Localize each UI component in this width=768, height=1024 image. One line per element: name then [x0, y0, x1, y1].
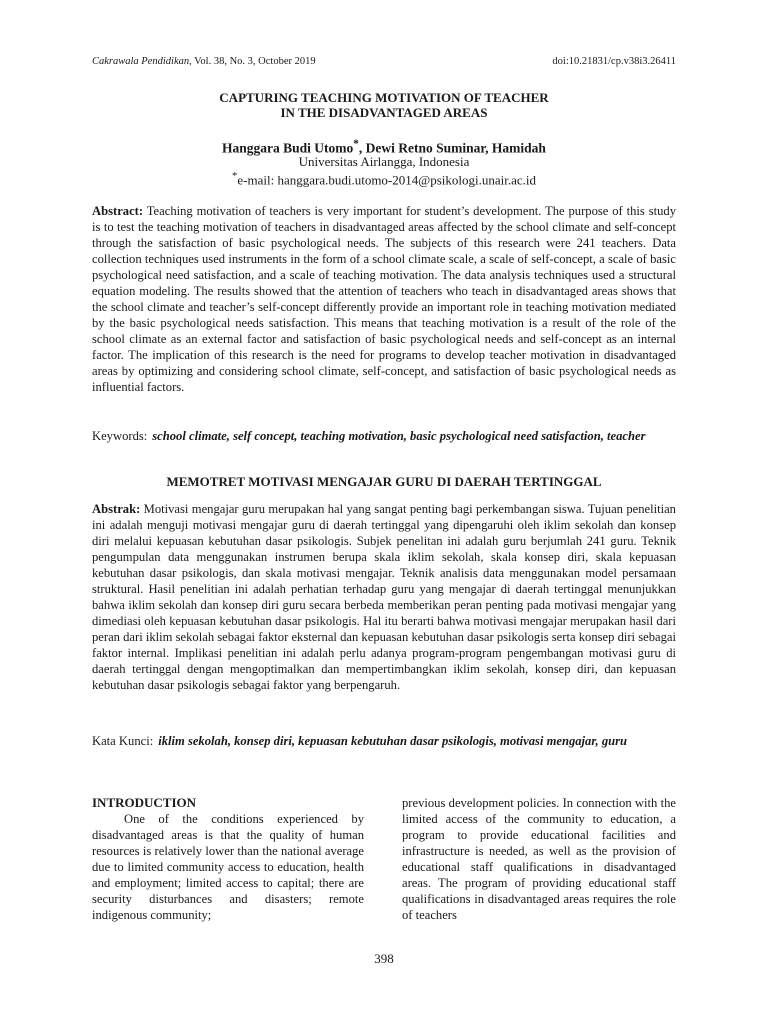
abstrak-text: Motivasi mengajar guru merupakan hal yang sangat penting bagi perkembangan siswa. Tujuan penelitian ini adalah menguji motivasi mengajar guru di daerah tertinggal yang dipengaruhi oleh iklim sekolah dan konsep diri melalui kepuasan kebutuhan dasar psikologis. Subjek penelitan ini adalah guru berjumlah 241 guru. Teknik pengumpulan data menggunakan instrumen berupa skala iklim sekolah, skala konsep diri, skala kepuasan kebutuhan dasar psikologis, dan skala motivasi mengajar. Teknik analisis data menggunakan model persamaan struktural. Hasil penelitian ini adalah perhatian terhadap guru yang mengajar di daerah tertinggal menunjukkan bahwa iklim sekolah dan konsep diri guru secara berbeda memberikan peran penting pada motivasi mengajar yang dimediasi oleh kepuasan kebutuhan dasar psikologis. Hal itu berarti bahwa motivasi mengajar merupakan hasil dari peran dari iklim sekolah sebagai faktor eksternal dan kepuasan kebutuhan dasar psikologis serta konsep diri sebagai faktor internal. Implikasi penelitian ini adalah perlu adanya program-program pengembangan motivasi guru di daerah tertinggal dengan mengoptimalkan dan mempertimbangkan iklim sekolah, konsep diri, dan kepuasan kebutuhan dasar psikologis sebagai faktor yang berpengaruh.: [92, 502, 676, 692]
paper-title-line-1: CAPTURING TEACHING MOTIVATION OF TEACHER: [219, 90, 549, 105]
abstrak-label: Abstrak:: [92, 502, 141, 516]
introduction-paragraph-right: previous development policies. In connection with the limited access of the community to education, a program to provide educational facilities and infrastructure is needed, as well as the provision of educational staff qualifications in disadvantaged areas. The program of providing educational staff qualifications in disadvantaged areas requires the role of teachers: [402, 796, 676, 922]
first-author: Hanggara Budi Utomo: [222, 140, 354, 156]
corresponding-marker: *: [353, 138, 359, 150]
page-number: 398: [374, 951, 394, 966]
other-authors: , Dewi Retno Suminar, Hamidah: [358, 140, 546, 156]
keywords-label: Keywords:: [92, 429, 148, 443]
email-line: [92, 170, 676, 188]
author-email[interactable]: e-mail: hanggara.budi.utomo-2014@psikologi.unair.ac.id: [237, 172, 537, 188]
paper-page: [92, 0, 676, 1024]
abstract: [92, 203, 676, 395]
abstract-label: Abstract:: [92, 204, 144, 218]
email-marker: *: [231, 170, 238, 182]
kata-kunci-text: iklim sekolah, konsep diri, kepuasan kebutuhan dasar psikologis, motivasi mengajar, guru: [158, 734, 628, 748]
keywords-text: school climate, self concept, teaching motivation, basic psychological need satisfaction, teacher: [152, 429, 646, 443]
affiliation: Universitas Airlangga, Indonesia: [298, 154, 470, 169]
running-head: [92, 56, 676, 67]
kata-kunci: [92, 733, 676, 749]
journal-citation: [92, 56, 316, 67]
doi-link[interactable]: doi:10.21831/cp.v38i3.26411: [552, 56, 676, 67]
abstrak: [92, 501, 676, 693]
keywords: [92, 428, 676, 444]
journal-volume: , Vol. 38, No. 3, October 2019: [189, 56, 316, 67]
introduction-heading: INTRODUCTION: [92, 795, 197, 810]
kata-kunci-label: Kata Kunci:: [92, 734, 154, 748]
journal-name: Cakrawala Pendidikan: [92, 56, 190, 67]
abstract-text: Teaching motivation of teachers is very important for student’s development. The purpose of this study is to test the teaching motivation of teachers in disadvantaged areas affected by the school climate and self-concept through the satisfaction of basic psychological needs. The subjects of this research were 241 teachers. Data collection techniques used instruments in the form of a school climate scale, a scale of self-concept, a scale of basic psychological need satisfaction, and a scale of teaching motivation. The data analysis techniques used a structural equation modeling. The results showed that the attention of teachers who teach in disadvantaged areas shows that the school climate and teacher’s self-concept differently provide an important role in teaching motivation mediated by the basic psychological needs satisfaction. This means that teaching motivation is a result of the role of the school climate as an external factor and satisfaction of basic psychological needs and self-concept as an internal factor. The implication of this research is the need for programs to develop teacher motivation in disadvantaged areas by optimizing and considering school climate, self-concept, and satisfaction of basic psychological needs as influential factors.: [92, 204, 677, 394]
indonesian-title: MEMOTRET MOTIVASI MENGAJAR GURU DI DAERAH TERTINGGAL: [166, 474, 602, 489]
introduction-left-column: [92, 795, 364, 923]
introduction-right-column: [402, 795, 676, 923]
introduction-paragraph-left: One of the conditions experienced by disadvantaged areas is that the quality of human resources is relatively lower than the national average due to limited community access to education, health and employment; limited access to capital; there are security disturbances and disasters; remote indigenous community;: [92, 812, 364, 922]
paper-title-line-2: IN THE DISADVANTAGED AREAS: [280, 105, 488, 120]
paper-title: [92, 90, 676, 120]
